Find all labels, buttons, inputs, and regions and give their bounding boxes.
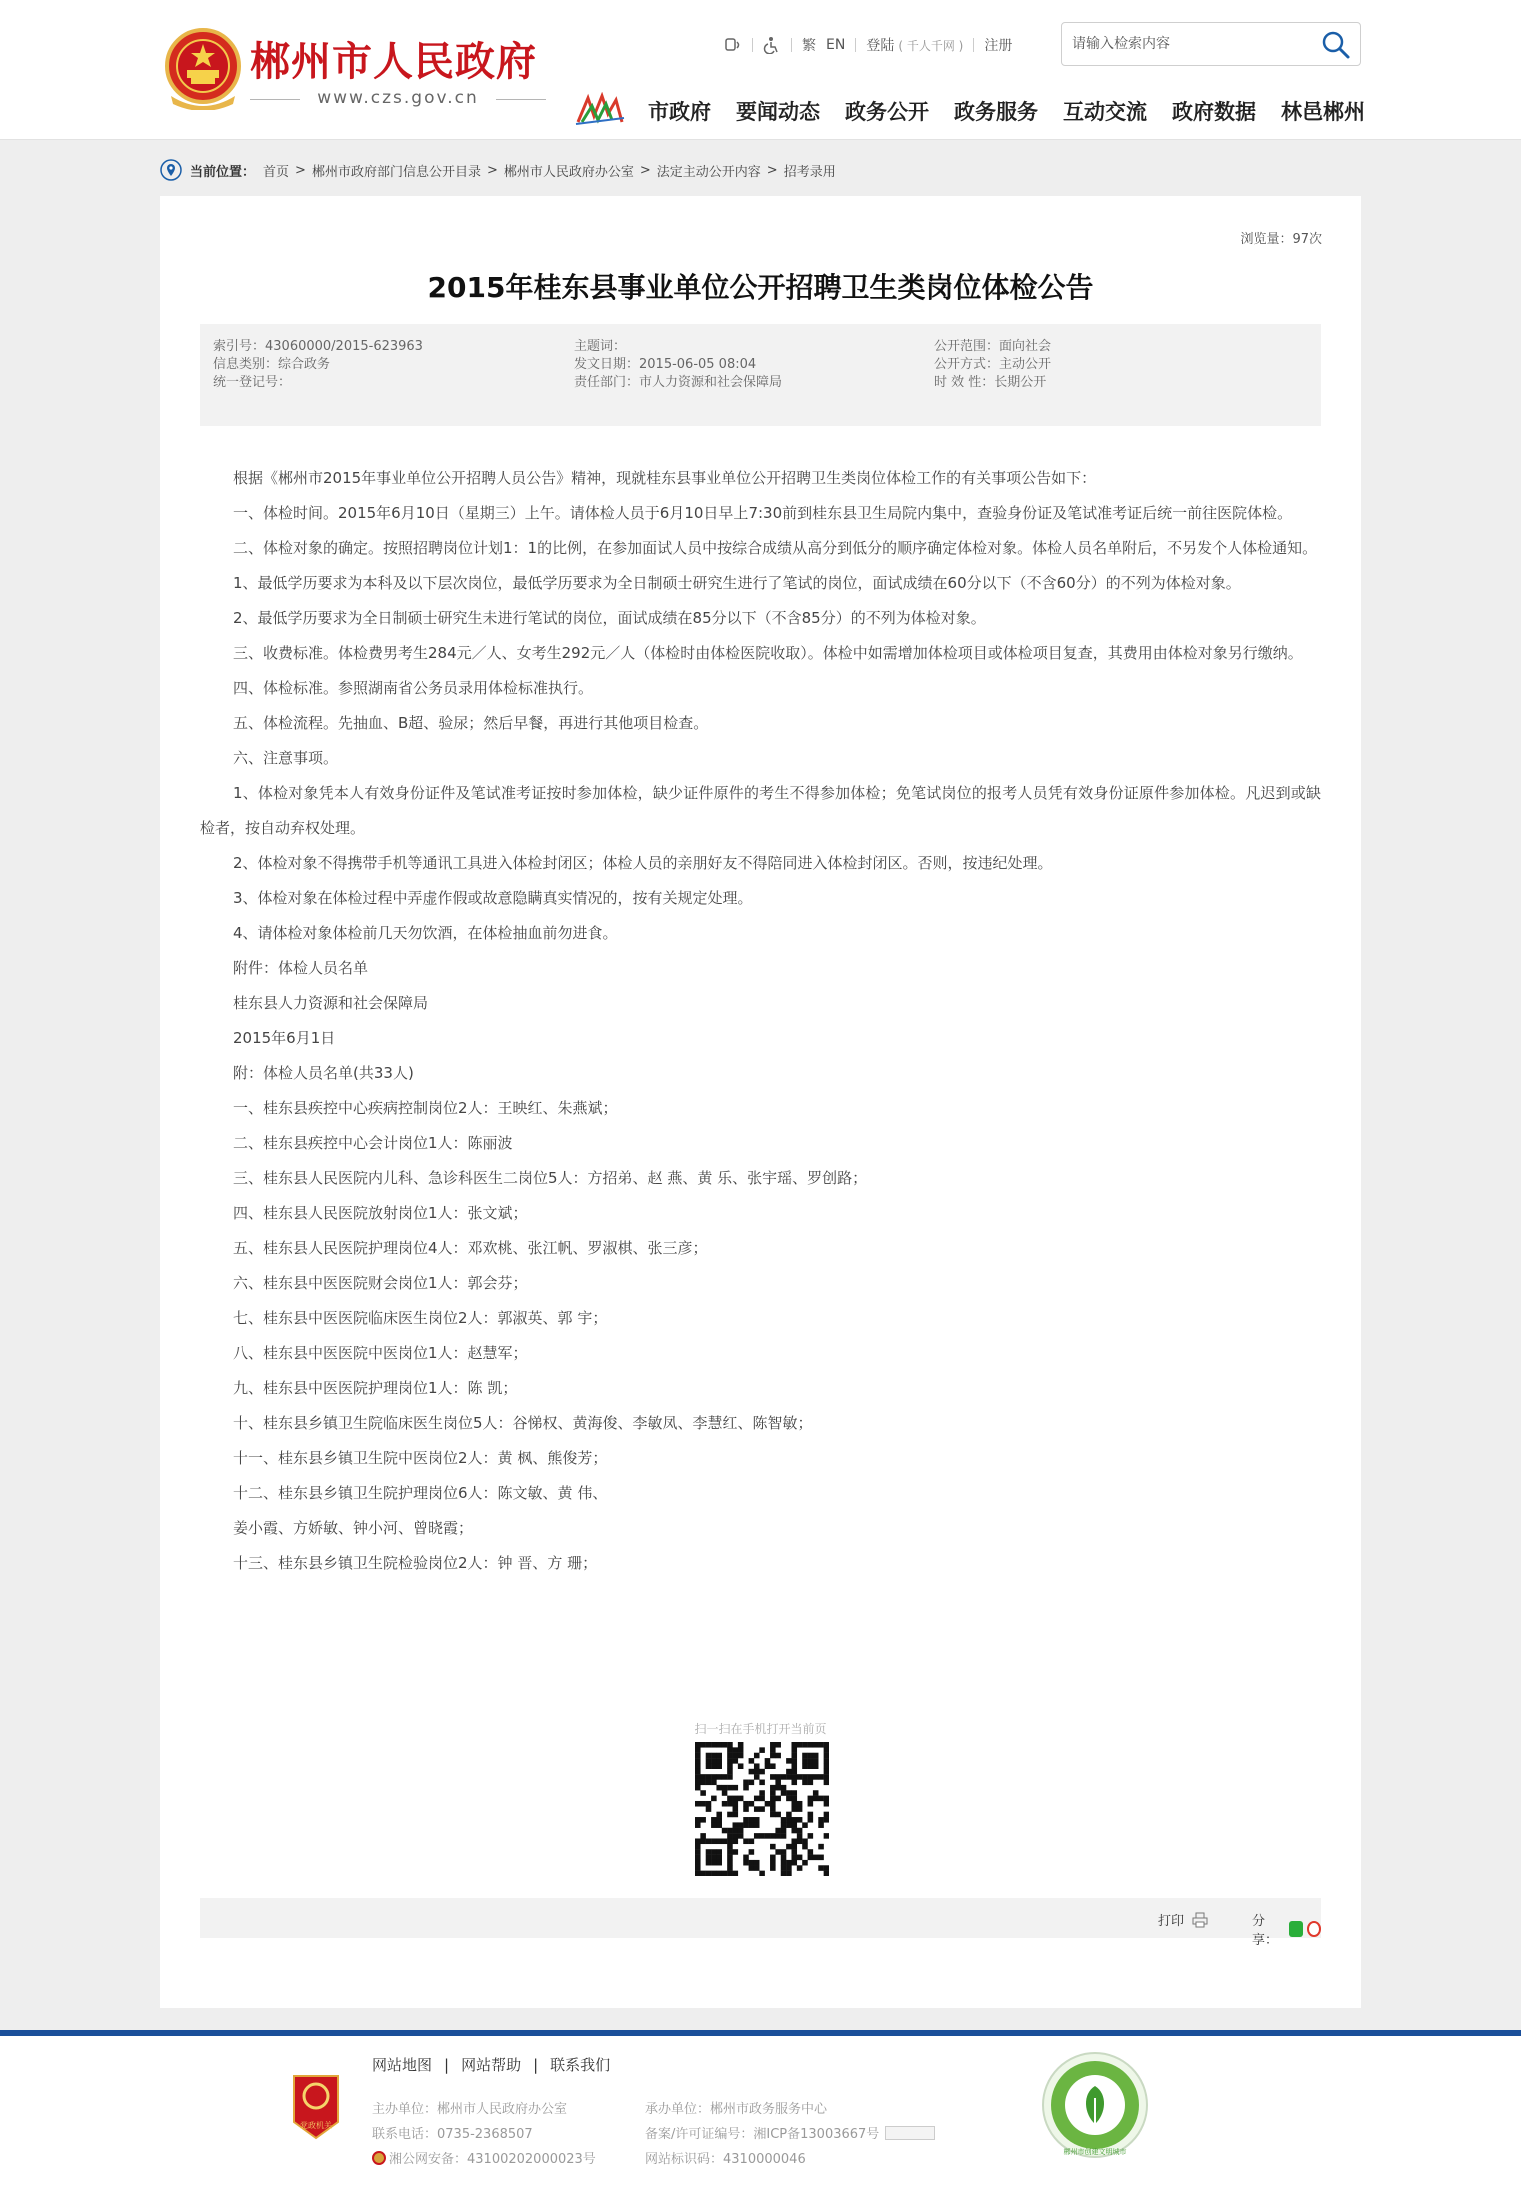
print-button[interactable] (1158, 1910, 1208, 1929)
wechat-icon[interactable] (1289, 1921, 1303, 1937)
list-item: 九、桂东县中医医院护理岗位1人：陈 凯； (233, 1379, 518, 1397)
site-header (0, 0, 1521, 140)
date-line: 2015年6月1日 (233, 1029, 336, 1047)
register-link[interactable]: 注册 (984, 38, 1013, 54)
search-box (1061, 22, 1361, 66)
list-item: 二、桂东县疾控中心会计岗位1人：陈丽波 (233, 1134, 513, 1152)
paragraph: 2、体检对象不得携带手机等通讯工具进入体检封闭区；体检人员的亲朋好友不得陪同进入体检封闭区。否则，按违纪处理。 (233, 854, 1053, 872)
footer-police-text: 湘公网安备：43100202000023号 (389, 2152, 596, 2167)
nav-item-gov-disclosure[interactable]: 政务公开 (845, 100, 929, 124)
location-pin-icon (160, 159, 182, 181)
meta-keywords: 主题词： (574, 339, 627, 354)
breadcrumb-recruitment[interactable]: 招考录用 (783, 164, 836, 180)
national-emblem-icon[interactable] (163, 26, 243, 110)
breadcrumb-statutory-content[interactable]: 法定主动公开内容 (656, 164, 761, 180)
printer-icon (1192, 1912, 1208, 1928)
paragraph: 1、体检对象凭本人有效身份证件及笔试准考证按时参加体检，缺少证件原件的考生不得参加体检；免笔试岗位的报考人员凭有效身份证原件参加体检。凡迟到或缺检者，按自动弃权处理。 (200, 784, 1321, 837)
breadcrumb-dept-directory[interactable]: 郴州市政府部门信息公开目录 (311, 164, 481, 180)
article-body (200, 461, 1321, 1581)
accessibility-icon[interactable] (763, 36, 781, 54)
meta-validity: 时 效 性：长期公开 (934, 375, 1047, 390)
list-item: 七、桂东县中医医院临床医生岗位2人：郭淑英、郭 宇； (233, 1309, 608, 1327)
footer-links: 网站地图 | 网站帮助 | 联系我们 (372, 2055, 611, 2074)
footer-phone: 联系电话：0735-2368507 (372, 2127, 533, 2142)
paragraph: 四、体检标准。参照湖南省公务员录用体检标准执行。 (233, 679, 594, 697)
paragraph: 根据《郴州市2015年事业单位公开招聘人员公告》精神，现就桂东县事业单位公开招聘卫生类岗位体检工作的有关事项公告如下： (233, 469, 1097, 487)
list-heading: 附：体检人员名单(共33人) (233, 1064, 414, 1082)
breadcrumb-separator: > (486, 162, 498, 178)
article-card (160, 196, 1361, 2008)
article-meta (200, 324, 1321, 426)
help-link[interactable]: 网站帮助 (461, 2056, 522, 2074)
breadcrumb-home[interactable]: 首页 (263, 164, 290, 180)
search-icon[interactable] (1320, 29, 1352, 61)
login-note: ( 千人千网 ) (898, 38, 964, 53)
qr-caption: 扫一扫在手机打开当前页 (694, 1722, 827, 1736)
meta-method: 公开方式：主动公开 (934, 357, 1052, 372)
paragraph: 一、体检时间。2015年6月10日（星期三）上午。请体检人员于6月10日早上7:30前到桂东县卫生局院内集中，查验身份证及笔试准考证后统一前往医院体检。 (233, 504, 1293, 522)
weibo-icon[interactable] (1307, 1921, 1321, 1937)
breadcrumb-separator: > (766, 162, 778, 178)
list-item: 十、桂东县乡镇卫生院临床医生岗位5人：谷悌权、黄海俊、李敏凤、李慧红、陈智敏； (233, 1414, 813, 1432)
party-badge-text: 党政机关 (300, 2121, 332, 2130)
nav-item-city-government[interactable]: 市政府 (648, 100, 711, 124)
site-title[interactable]: 郴州市人民政府 (250, 39, 537, 85)
nav-item-linyi-chenzhou[interactable]: 林邑郴州 (1281, 100, 1365, 124)
breadcrumb-separator: > (295, 162, 306, 178)
party-gov-badge-icon[interactable] (290, 2072, 342, 2142)
speak-icon[interactable] (724, 36, 742, 54)
top-toolbar (724, 34, 1012, 56)
meta-category: 信息类别：综合政务 (213, 357, 331, 372)
site-footer (0, 2030, 1521, 2209)
list-item: 六、桂东县中医医院财会岗位1人：郭会芬； (233, 1274, 528, 1292)
share-label: 分享： (1252, 1914, 1279, 1948)
paragraph: 2、最低学历要求为全日制硕士研究生未进行笔试的岗位，面试成绩在85分以下（不含85分）的不列为体检对象。 (233, 609, 986, 627)
issuer-line: 桂东县人力资源和社会保障局 (233, 994, 429, 1012)
civilized-city-badge-icon[interactable] (1040, 2050, 1150, 2160)
paragraph: 三、收费标准。体检费男考生284元／人、女考生292元／人（体检时由体检医院收取）。体检中如需增加体检项目或体检项目复查，其费用由体检对象另行缴纳。 (233, 644, 1303, 662)
nav-item-interaction[interactable]: 互动交流 (1063, 100, 1147, 124)
meta-publish-date: 发文日期：2015-06-05 08:04 (574, 357, 757, 372)
list-item: 十三、桂东县乡镇卫生院检验岗位2人：钟 晋、方 珊； (233, 1554, 598, 1572)
breadcrumb-separator: > (639, 162, 651, 178)
meta-reg-no: 统一登记号： (213, 375, 292, 390)
paragraph: 1、最低学历要求为本科及以下层次岗位，最低学历要求为全日制硕士研究生进行了笔试的岗位，面试成绩在60分以下（不含60分）的不列为体检对象。 (233, 574, 1241, 592)
share-bar (200, 1898, 1321, 1948)
english-link[interactable]: EN (826, 37, 846, 53)
civ-badge-text: 郴州市创建文明城市 (1063, 2148, 1127, 2156)
footer-icp[interactable] (645, 2123, 935, 2142)
search-input[interactable] (1072, 33, 1302, 55)
sitemap-link[interactable]: 网站地图 (372, 2056, 433, 2074)
footer-host: 主办单位：郴州市人民政府办公室 (372, 2102, 568, 2117)
traditional-chinese-link[interactable]: 繁 (802, 38, 816, 54)
login-link[interactable]: 登陆 (866, 38, 895, 54)
city-logo-icon (574, 92, 626, 126)
view-count (1240, 228, 1322, 247)
meta-department: 责任部门：市人力资源和社会保障局 (574, 375, 783, 390)
footer-organizer: 承办单位：郴州市政务服务中心 (645, 2102, 828, 2117)
list-item: 四、桂东县人民医院放射岗位1人：张文斌； (233, 1204, 528, 1222)
nav-item-news[interactable]: 要闻动态 (736, 100, 820, 124)
meta-index-no: 索引号：43060000/2015-623963 (213, 339, 423, 354)
nav-item-gov-data[interactable]: 政府数据 (1172, 100, 1256, 124)
list-item: 五、桂东县人民医院护理岗位4人：邓欢桃、张江帆、罗淑棋、张三彦； (233, 1239, 708, 1257)
paragraph: 4、请体检对象体检前几天勿饮酒，在体检抽血前勿进食。 (233, 924, 618, 942)
list-item: 姜小霞、方娇敏、钟小河、曾晓霞； (233, 1519, 474, 1537)
paragraph: 五、体检流程。先抽血、B超、验尿；然后早餐，再进行其他项目检查。 (233, 714, 709, 732)
main-nav (648, 96, 1365, 126)
qr-section (160, 1720, 1361, 1737)
meta-scope: 公开范围：面向社会 (934, 339, 1052, 354)
article-title: 2015年桂东县事业单位公开招聘卫生类岗位体检公告 (427, 271, 1094, 304)
breadcrumb (160, 158, 836, 182)
print-label: 打印 (1158, 1914, 1185, 1929)
breadcrumb-gov-office[interactable]: 郴州市人民政府办公室 (503, 164, 634, 180)
police-badge-icon (372, 2151, 386, 2165)
site-url: www.czs.gov.cn (250, 88, 546, 108)
list-item: 三、桂东县人民医院内儿科、急诊科医生二岗位5人：方招弟、赵 燕、黄 乐、张宇瑶、罗创路； (233, 1169, 868, 1187)
cnzz-icon (885, 2126, 935, 2140)
footer-site-code: 网站标识码：4310000046 (645, 2152, 806, 2167)
paragraph: 六、注意事项。 (233, 749, 339, 767)
footer-police[interactable] (372, 2148, 596, 2167)
paragraph: 二、体检对象的确定。按照招聘岗位计划1：1的比例，在参加面试人员中按综合成绩从高分到低分的顺序确定体检对象。体检人员名单附后，不另发个人体检通知。 (233, 539, 1318, 557)
contact-link[interactable]: 联系我们 (550, 2056, 611, 2074)
footer-icp-text: 备案/许可证编号：湘ICP备13003667号 (645, 2127, 880, 2142)
list-item: 十二、桂东县乡镇卫生院护理岗位6人：陈文敏、黄 伟、 (233, 1484, 608, 1502)
view-count-label: 浏览量： (1240, 232, 1293, 247)
view-count-value: 97次 (1292, 232, 1322, 247)
share-group (1252, 1910, 1321, 1948)
paragraph: 3、体检对象在体检过程中弄虚作假或故意隐瞒真实情况的，按有关规定处理。 (233, 889, 753, 907)
qr-code-icon (695, 1742, 829, 1876)
list-item: 八、桂东县中医医院中医岗位1人：赵慧军； (233, 1344, 528, 1362)
list-item: 一、桂东县疾控中心疾病控制岗位2人：王映红、朱燕斌； (233, 1099, 618, 1117)
list-item: 十一、桂东县乡镇卫生院中医岗位2人：黄 枫、熊俊芳； (233, 1449, 608, 1467)
attachment-line[interactable]: 附件：体检人员名单 (233, 959, 369, 977)
breadcrumb-label: 当前位置： (190, 164, 256, 180)
nav-item-gov-services[interactable]: 政务服务 (954, 100, 1038, 124)
